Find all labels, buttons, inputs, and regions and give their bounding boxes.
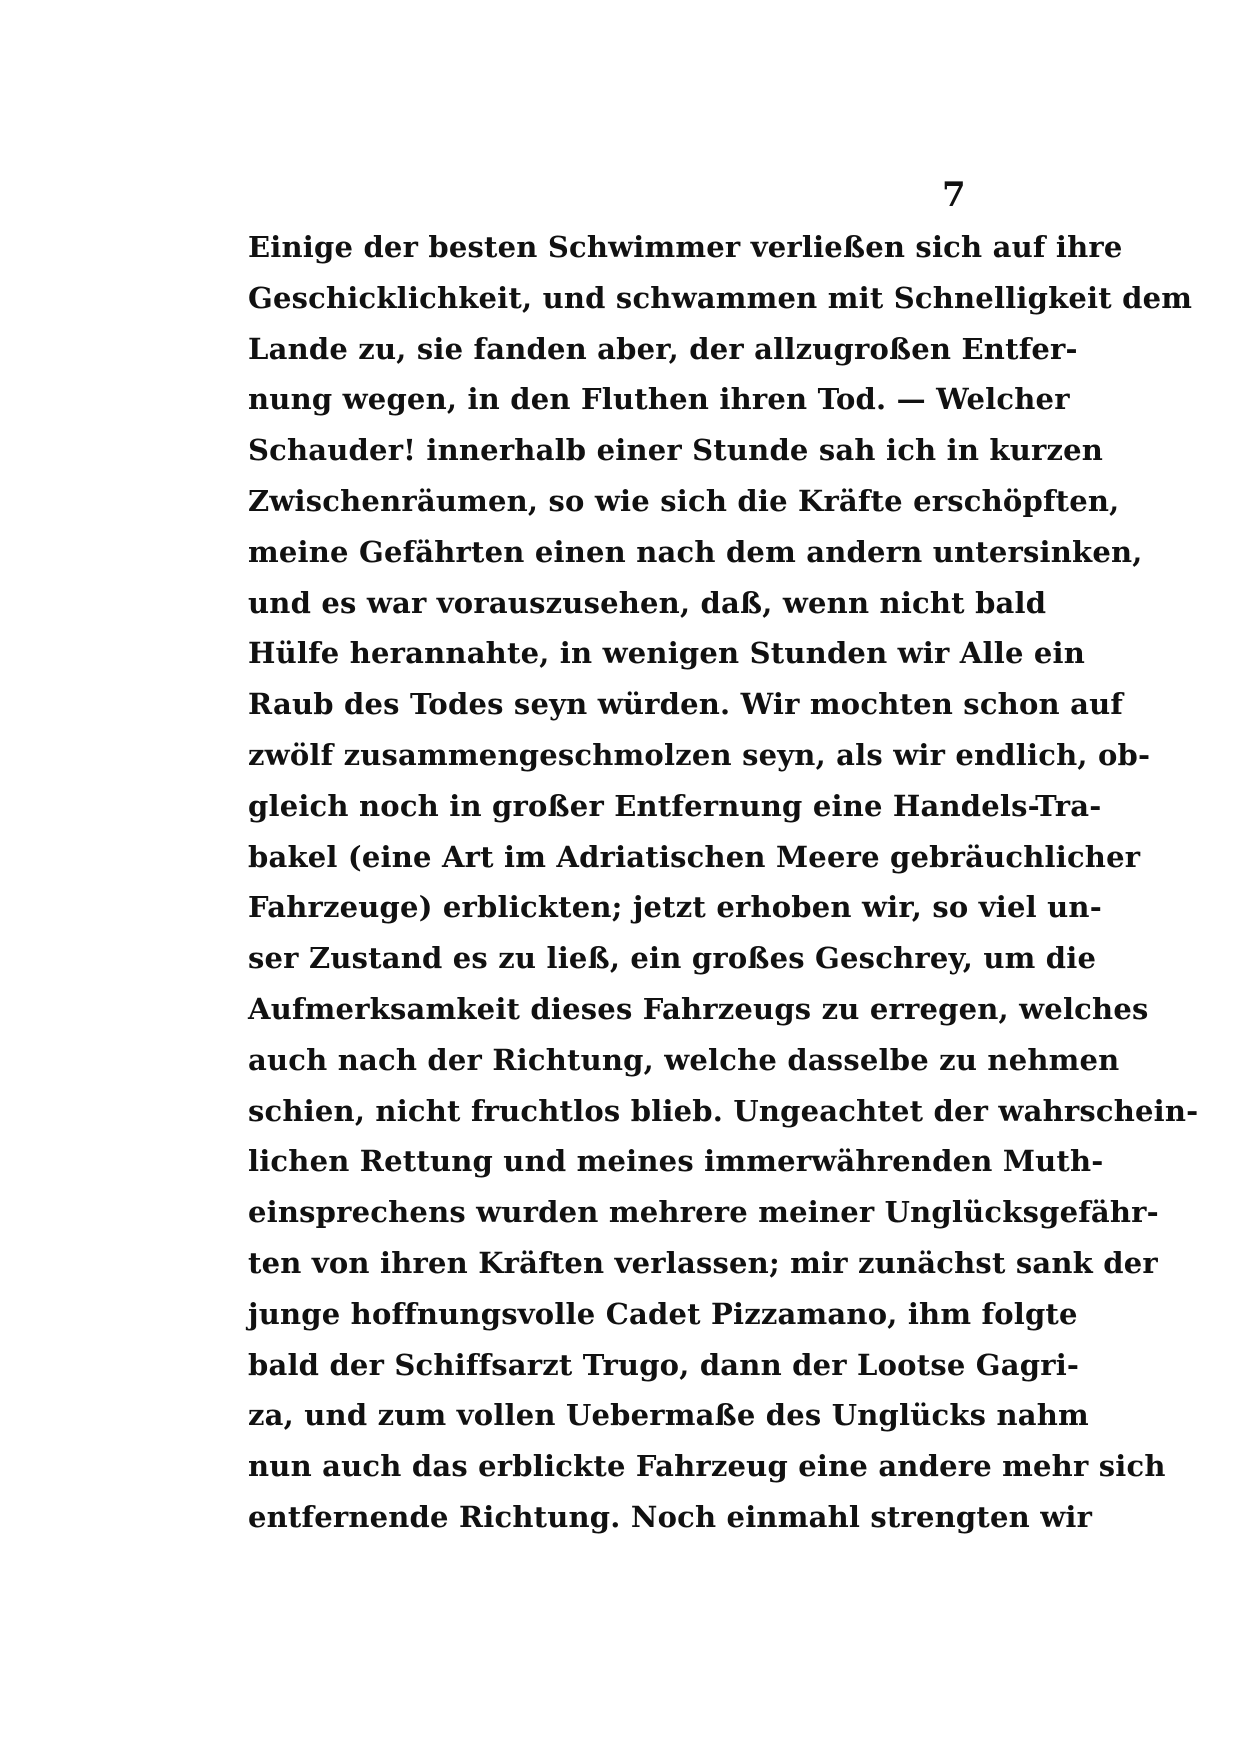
text-line: za, und zum vollen Uebermaße des Unglücks nahm xyxy=(248,1398,1089,1433)
text-line: ten von ihren Kräften verlassen; mir zunächst sank der xyxy=(248,1245,1158,1280)
text-line: lichen Rettung und meines immerwährenden Muth- xyxy=(248,1144,1104,1179)
text-line: Hülfe herannahte, in wenigen Stunden wir Alle ein xyxy=(248,636,1086,671)
text-line: gleich noch in großer Entfernung eine Handels-Tra- xyxy=(248,788,1102,823)
text-line: nung wegen, in den Fluthen ihren Tod. — Welcher xyxy=(248,382,1070,417)
text-line: bakel (eine Art im Adriatischen Meere gebräuchlicher xyxy=(248,839,1141,874)
text-line: schien, nicht fruchtlos blieb. Ungeachtet der wahrschein- xyxy=(248,1093,1199,1128)
text-line: Lande zu, sie fanden aber, der allzugroßen Entfer- xyxy=(248,331,1078,366)
text-line: Aufmerksamkeit dieses Fahrzeugs zu erregen, welches xyxy=(248,991,1149,1026)
text-line: Einige der besten Schwimmer verließen sich auf ihre xyxy=(248,230,1123,264)
text-line: Geschicklichkeit, und schwammen mit Schnelligkeit dem xyxy=(248,280,1193,315)
body-text xyxy=(248,222,1199,1543)
text-line: Fahrzeuge) erblickten; jetzt erhoben wir, so viel un- xyxy=(248,890,1102,925)
text-line: entfernende Richtung. Noch einmahl strengten wir xyxy=(248,1499,1093,1534)
text-line: Schauder! innerhalb einer Stunde sah ich in kurzen xyxy=(248,433,1104,468)
text-line: zwölf zusammengeschmolzen seyn, als wir endlich, ob- xyxy=(248,737,1151,772)
text-line: nun auch das erblickte Fahrzeug eine andere mehr sich xyxy=(248,1449,1166,1484)
text-line: Zwischenräumen, so wie sich die Kräfte erschöpften, xyxy=(248,483,1120,518)
text-line: meine Gefährten einen nach dem andern untersinken, xyxy=(248,534,1143,569)
text-line: junge hoffnungsvolle Cadet Pizzamano, ihm folgte xyxy=(248,1296,1078,1331)
page-number: 7 xyxy=(942,175,966,215)
text-line: bald der Schiffsarzt Trugo, dann der Lootse Gagri- xyxy=(248,1347,1080,1382)
text-line: einsprechens wurden mehrere meiner Unglücksgefähr- xyxy=(248,1195,1159,1230)
text-line: ser Zustand es zu ließ, ein großes Geschrey, um die xyxy=(248,941,1097,976)
text-line: und es war vorauszusehen, daß, wenn nicht bald xyxy=(248,585,1047,620)
text-line: auch nach der Richtung, welche dasselbe zu nehmen xyxy=(248,1042,1120,1077)
text-line: Raub des Todes seyn würden. Wir mochten schon auf xyxy=(248,687,1124,722)
